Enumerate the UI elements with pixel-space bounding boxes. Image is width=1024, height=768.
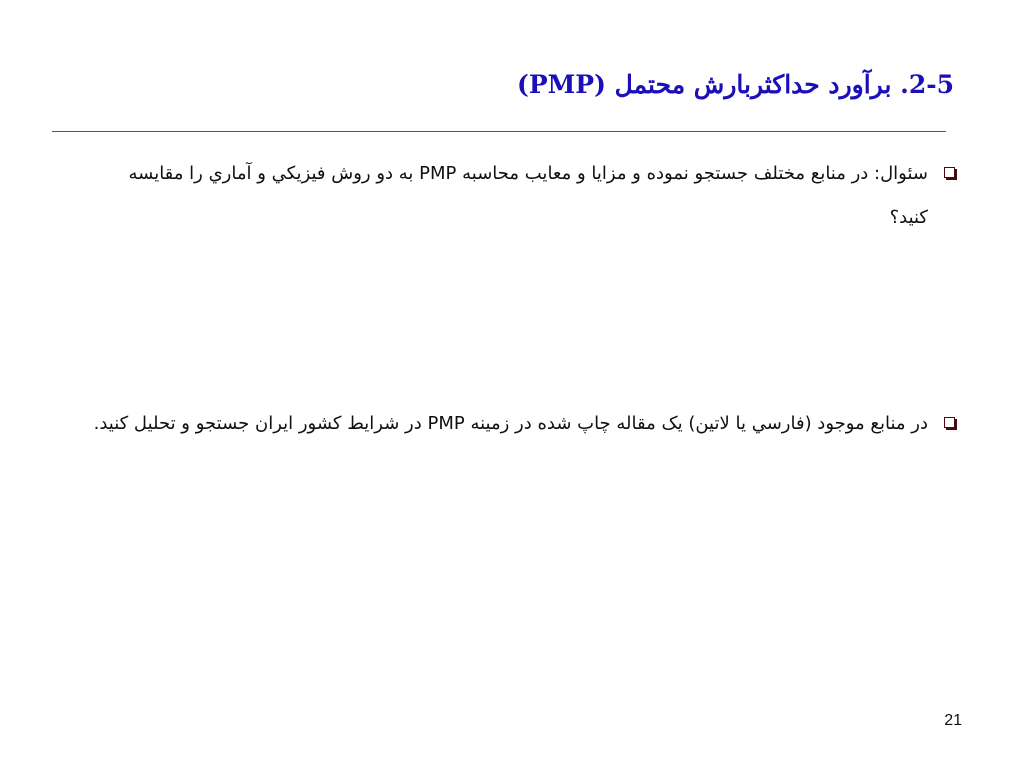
bullet-item-question bbox=[88, 152, 928, 240]
bullet-item-article bbox=[88, 402, 928, 446]
hollow-square-bullet-icon bbox=[944, 167, 955, 178]
bullet-text: در منابع موجود (فارسي يا لاتين) يک مقاله چاپ شده در زمينه PMP در شرايط کشور ايران جستجو و تحليل کنيد. bbox=[93, 413, 928, 434]
slide-title: 2-5. برآورد حداکثربارش محتمل (PMP) bbox=[516, 70, 954, 99]
page-number: 21 bbox=[944, 712, 962, 729]
title-divider bbox=[52, 131, 946, 132]
bullet-text: سئوال: در منابع مختلف جستجو نموده و مزايا و معايب محاسبه PMP به دو روش فيزيکي و آماري را مقايسه کنيد؟ bbox=[128, 163, 928, 228]
hollow-square-bullet-icon bbox=[944, 417, 955, 428]
